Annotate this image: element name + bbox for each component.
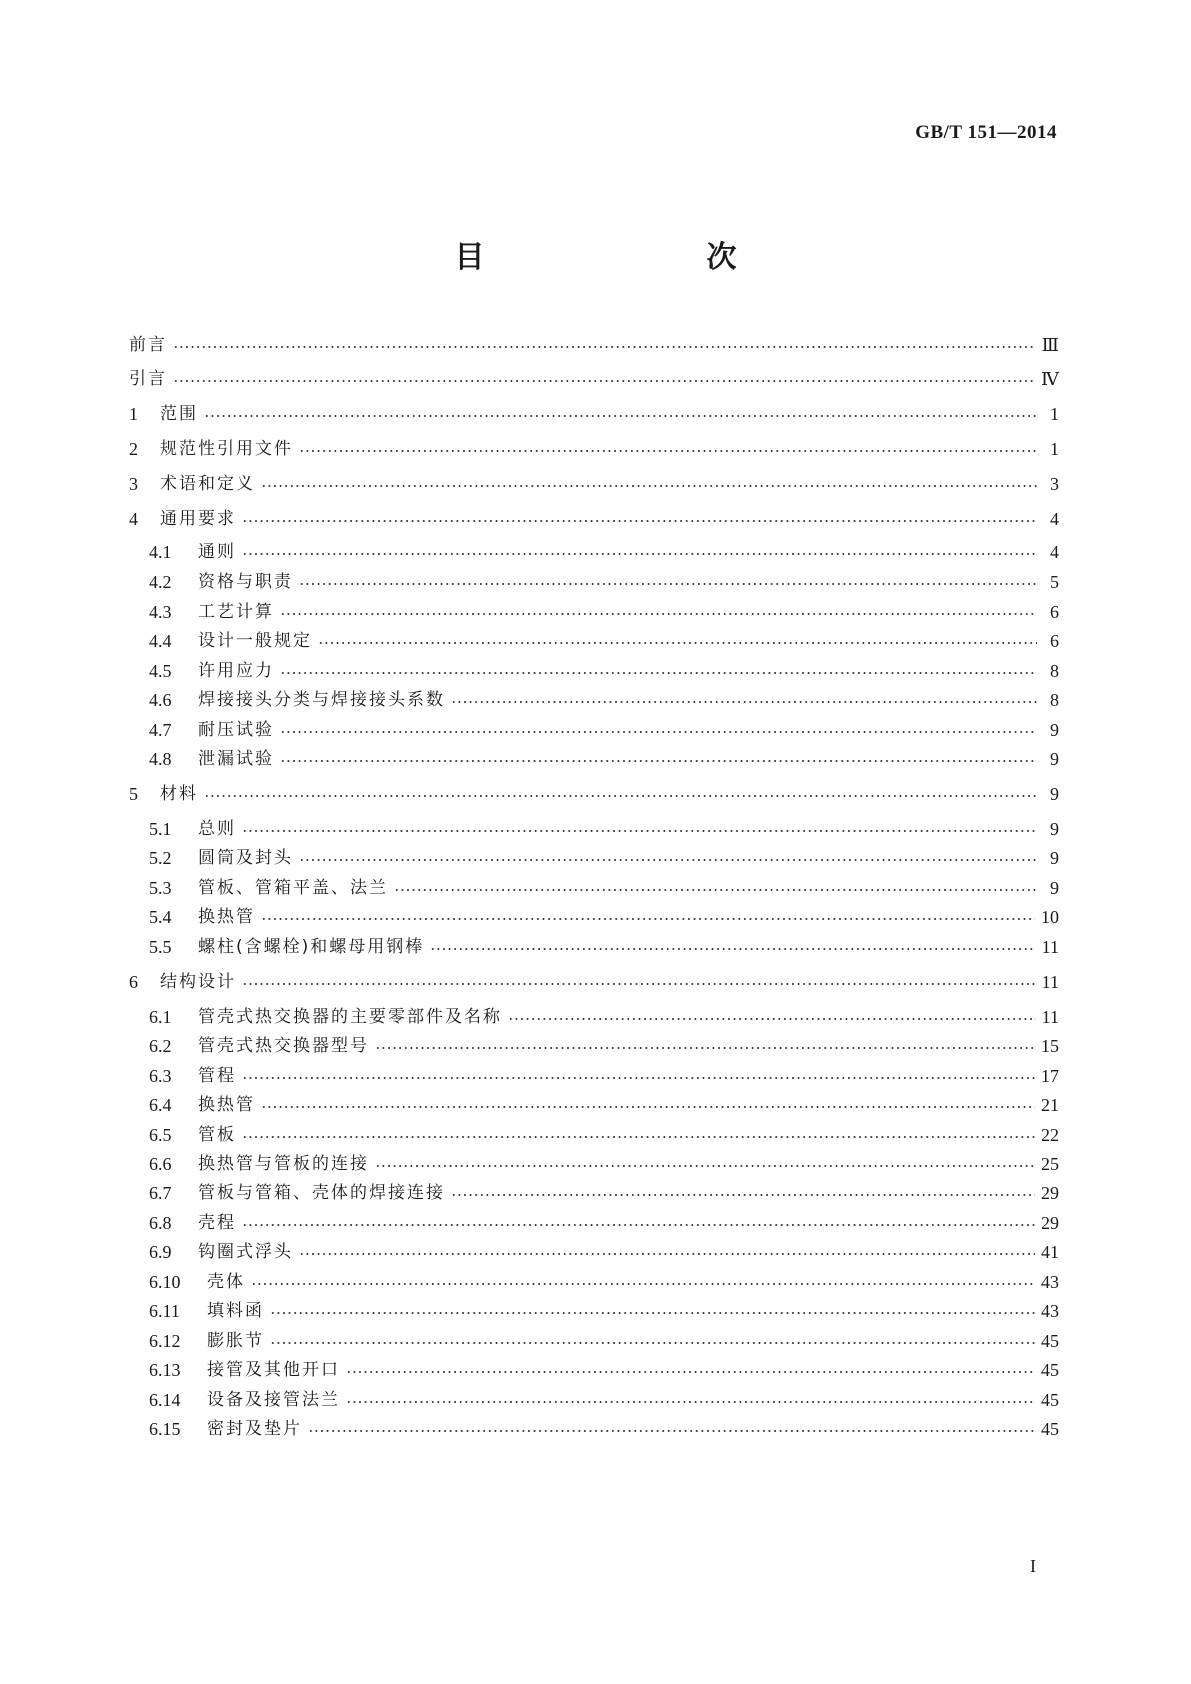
toc-entry[interactable] — [137, 1298, 1059, 1324]
toc-entry-number: 5 — [129, 784, 138, 804]
dot-leader — [242, 983, 1036, 985]
toc-entry-label: 通用要求 — [160, 509, 236, 529]
toc-entry-number: 4.7 — [149, 720, 172, 740]
toc-entry-number: 4.6 — [149, 690, 172, 710]
dot-leader — [299, 1253, 1035, 1255]
dot-leader — [242, 1136, 1035, 1138]
dot-leader — [204, 795, 1037, 797]
toc-entry-page: 4 — [1050, 542, 1059, 562]
toc-entry-number: 6.7 — [149, 1183, 172, 1203]
dot-leader — [308, 1430, 1035, 1432]
toc-entry-page: 45 — [1041, 1331, 1059, 1351]
toc-entry-label: 管板、管箱平盖、法兰 — [198, 878, 388, 898]
toc-entry-page: 9 — [1050, 848, 1059, 868]
toc-entry[interactable] — [137, 1328, 1059, 1354]
toc-entry-number: 6.5 — [149, 1125, 172, 1145]
toc-entry[interactable] — [137, 687, 1059, 713]
toc-entry[interactable] — [129, 401, 1059, 427]
dot-leader — [299, 583, 1037, 585]
toc-entry-page: 43 — [1041, 1272, 1059, 1292]
dot-leader — [318, 642, 1037, 644]
toc-entry[interactable] — [137, 1357, 1059, 1383]
toc-entry[interactable] — [137, 845, 1059, 871]
dot-leader — [430, 948, 1035, 950]
toc-entry-label: 范围 — [160, 404, 198, 424]
toc-entry-label: 密封及垫片 — [207, 1419, 302, 1439]
dot-leader — [346, 1371, 1035, 1373]
toc-entry-number: 6.14 — [149, 1390, 181, 1410]
toc-entry-label: 钩圈式浮头 — [198, 1242, 293, 1262]
toc-entry-number: 5.3 — [149, 878, 172, 898]
toc-entry-label: 术语和定义 — [160, 474, 255, 494]
toc-entry-label: 管壳式热交换器型号 — [198, 1036, 369, 1056]
toc-entry-number: 4.8 — [149, 749, 172, 769]
toc-entry-number: 3 — [129, 474, 138, 494]
toc-entry-page: 15 — [1041, 1036, 1059, 1056]
toc-entry-page: 22 — [1041, 1125, 1059, 1145]
toc-entry-number: 6.10 — [149, 1272, 181, 1292]
toc-entry[interactable] — [129, 781, 1059, 807]
toc-entry-page: 9 — [1050, 749, 1059, 769]
dot-leader — [270, 1342, 1035, 1344]
dot-leader — [280, 760, 1037, 762]
toc-entry-number: 5.1 — [149, 819, 172, 839]
page-title: 目 次 — [454, 240, 791, 275]
toc-entry-number: 6.4 — [149, 1095, 172, 1115]
toc-entry[interactable] — [137, 934, 1059, 960]
toc-entry-label: 换热管 — [198, 1095, 255, 1115]
toc-entry-page: 45 — [1041, 1419, 1059, 1439]
toc-entry-label: 前言 — [129, 335, 167, 355]
toc-entry[interactable] — [137, 658, 1059, 684]
dot-leader — [242, 553, 1037, 555]
toc-entry-label: 引言 — [129, 369, 167, 389]
dot-leader — [394, 889, 1037, 891]
toc-entry[interactable] — [129, 506, 1059, 532]
toc-entry-number: 6.8 — [149, 1213, 172, 1233]
dot-leader — [280, 731, 1037, 733]
toc-entry-page: 4 — [1050, 509, 1059, 529]
toc-entry[interactable] — [137, 875, 1059, 901]
toc-entry-label: 规范性引用文件 — [160, 439, 293, 459]
toc-entry-number: 5.2 — [149, 848, 172, 868]
toc-entry-page: 5 — [1050, 572, 1059, 592]
toc-entry-page: Ⅳ — [1041, 369, 1059, 389]
toc-entry-page: 17 — [1041, 1066, 1059, 1086]
toc-entry-number: 2 — [129, 439, 138, 459]
toc-entry[interactable] — [137, 717, 1059, 743]
dot-leader — [173, 380, 1035, 382]
dot-leader — [251, 1283, 1035, 1285]
toc-entry-number: 4.2 — [149, 572, 172, 592]
toc-entry-label: 管壳式热交换器的主要零部件及名称 — [198, 1007, 502, 1027]
toc-entry[interactable] — [137, 1269, 1059, 1295]
toc-entry-label: 管程 — [198, 1066, 236, 1086]
toc-entry[interactable] — [137, 1122, 1059, 1148]
toc-entry-page: 9 — [1050, 720, 1059, 740]
toc-entry-page: Ⅲ — [1041, 335, 1059, 355]
toc-entry-label: 资格与职责 — [198, 572, 293, 592]
toc-entry[interactable] — [137, 1092, 1059, 1118]
toc-entry-number: 6.9 — [149, 1242, 172, 1262]
toc-entry[interactable] — [137, 1239, 1059, 1265]
toc-entry-label: 设计一般规定 — [198, 631, 312, 651]
toc-entry-page: 21 — [1041, 1095, 1059, 1115]
toc-entry-label: 总则 — [198, 819, 236, 839]
toc-entry-number: 6.12 — [149, 1331, 181, 1351]
toc-entry-page: 3 — [1050, 474, 1059, 494]
dot-leader — [451, 1194, 1035, 1196]
toc-entry-page: 45 — [1041, 1390, 1059, 1410]
dot-leader — [508, 1018, 1036, 1020]
toc-entry[interactable] — [137, 1033, 1059, 1059]
dot-leader — [242, 520, 1037, 522]
toc-entry-page: 11 — [1041, 1007, 1059, 1027]
toc-entry[interactable] — [137, 816, 1059, 842]
toc-entry[interactable] — [137, 1004, 1059, 1030]
toc-entry-page: 6 — [1050, 602, 1059, 622]
toc-entry[interactable] — [137, 628, 1059, 654]
toc-entry-label: 通则 — [198, 542, 236, 562]
toc-entry-label: 接管及其他开口 — [207, 1360, 340, 1380]
toc-entry-number: 6.6 — [149, 1154, 172, 1174]
toc-entry[interactable] — [137, 1180, 1059, 1206]
dot-leader — [242, 830, 1037, 832]
dot-leader — [242, 1224, 1035, 1226]
toc-entry-page: 9 — [1050, 819, 1059, 839]
toc-entry-label: 管板与管箱、壳体的焊接连接 — [198, 1183, 445, 1203]
toc-entry-number: 6.2 — [149, 1036, 172, 1056]
toc-entry-number: 6.3 — [149, 1066, 172, 1086]
toc-entry-label: 泄漏试验 — [198, 749, 274, 769]
toc-entry-page: 29 — [1041, 1183, 1059, 1203]
toc-entry[interactable] — [137, 599, 1059, 625]
toc-entry[interactable] — [129, 366, 1059, 392]
toc-entry-label: 焊接接头分类与焊接接头系数 — [198, 690, 445, 710]
toc-entry-page: 6 — [1050, 631, 1059, 651]
toc-entry[interactable] — [129, 969, 1059, 995]
toc-entry-page: 10 — [1041, 907, 1059, 927]
toc-entry[interactable] — [137, 539, 1059, 565]
toc-entry-number: 4.1 — [149, 542, 172, 562]
toc-entry-page: 9 — [1050, 878, 1059, 898]
dot-leader — [270, 1312, 1035, 1314]
toc-entry-label: 填料函 — [207, 1301, 264, 1321]
toc-entry-page: 1 — [1050, 439, 1059, 459]
standard-code: GB/T 151—2014 — [915, 122, 1057, 143]
toc-entry-label: 圆筒及封头 — [198, 848, 293, 868]
toc-entry-number: 6 — [129, 972, 138, 992]
dot-leader — [173, 346, 1036, 348]
toc-entry-page: 25 — [1041, 1154, 1059, 1174]
toc-entry[interactable] — [137, 1210, 1059, 1236]
toc-entry-number: 4.4 — [149, 631, 172, 651]
toc-entry-number: 5.5 — [149, 937, 172, 957]
toc-entry[interactable] — [137, 1387, 1059, 1413]
toc-entry[interactable] — [137, 904, 1059, 930]
toc-entry-page: 41 — [1041, 1242, 1059, 1262]
toc-entry[interactable] — [137, 1151, 1059, 1177]
toc-entry-label: 管板 — [198, 1125, 236, 1145]
toc-entry-label: 换热管与管板的连接 — [198, 1154, 369, 1174]
toc-entry-label: 材料 — [160, 784, 198, 804]
dot-leader — [299, 450, 1037, 452]
toc-entry[interactable] — [137, 1416, 1059, 1442]
toc-entry-page: 43 — [1041, 1301, 1059, 1321]
page-number: I — [1030, 1556, 1036, 1576]
toc-entry[interactable] — [137, 1063, 1059, 1089]
toc-entry[interactable] — [129, 436, 1059, 462]
dot-leader — [375, 1165, 1035, 1167]
dot-leader — [280, 672, 1037, 674]
toc-entry-page: 8 — [1050, 661, 1059, 681]
toc-entry-label: 壳体 — [207, 1272, 245, 1292]
toc-entry-number: 5.4 — [149, 907, 172, 927]
toc-entry-number: 6.15 — [149, 1419, 181, 1439]
dot-leader — [242, 1077, 1035, 1079]
toc-entry-number: 6.11 — [149, 1301, 180, 1321]
toc-entry-number: 4 — [129, 509, 138, 529]
toc-entry-page: 9 — [1050, 784, 1059, 804]
toc-entry-page: 45 — [1041, 1360, 1059, 1380]
dot-leader — [451, 701, 1037, 703]
toc-entry-page: 11 — [1041, 972, 1059, 992]
toc-entry[interactable] — [129, 332, 1059, 358]
toc-entry-page: 11 — [1041, 937, 1059, 957]
dot-leader — [204, 415, 1037, 417]
toc-entry-number: 4.5 — [149, 661, 172, 681]
toc-entry-label: 工艺计算 — [198, 602, 274, 622]
dot-leader — [280, 613, 1037, 615]
dot-leader — [346, 1401, 1035, 1403]
dot-leader — [375, 1047, 1035, 1049]
toc-entry-page: 29 — [1041, 1213, 1059, 1233]
toc-entry-label: 膨胀节 — [207, 1331, 264, 1351]
dot-leader — [261, 1106, 1035, 1108]
dot-leader — [261, 485, 1037, 487]
toc-entry-label: 耐压试验 — [198, 720, 274, 740]
toc-entry-label: 换热管 — [198, 907, 255, 927]
toc-entry-label: 螺柱(含螺栓)和螺母用钢棒 — [198, 937, 425, 957]
toc-entry[interactable] — [129, 471, 1059, 497]
toc-entry-number: 1 — [129, 404, 138, 424]
toc-entry-number: 6.13 — [149, 1360, 181, 1380]
toc-entry-label: 设备及接管法兰 — [207, 1390, 340, 1410]
toc-entry-label: 许用应力 — [198, 661, 274, 681]
dot-leader — [299, 859, 1037, 861]
toc-entry-label: 壳程 — [198, 1213, 236, 1233]
toc-entry-number: 4.3 — [149, 602, 172, 622]
toc-entry[interactable] — [137, 569, 1059, 595]
toc-entry-page: 1 — [1050, 404, 1059, 424]
dot-leader — [261, 918, 1035, 920]
toc-entry-label: 结构设计 — [160, 972, 236, 992]
toc-entry[interactable] — [137, 746, 1059, 772]
toc-entry-number: 6.1 — [149, 1007, 172, 1027]
toc-entry-page: 8 — [1050, 690, 1059, 710]
